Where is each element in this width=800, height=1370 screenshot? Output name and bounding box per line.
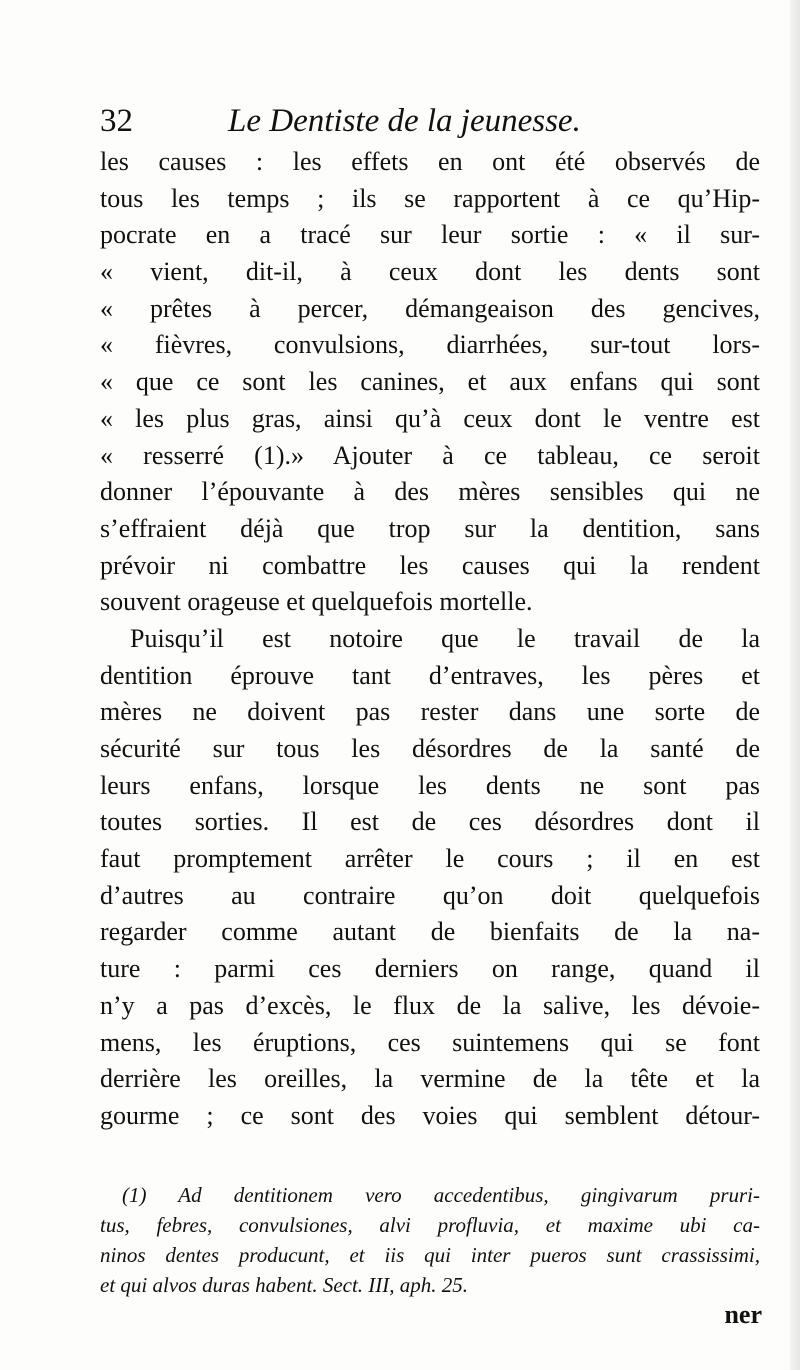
- text-line: « vient, dit-il, à ceux dont les dents sont: [100, 257, 760, 287]
- footnote-line: (1) Ad dentitionem vero accedentibus, gingivarum pruri-: [122, 1183, 760, 1207]
- text-line: souvent orageuse et quelquefois mortelle.: [100, 587, 533, 617]
- text-line: les causes : les effets en ont été observés de: [100, 147, 760, 176]
- page-number: 32: [100, 103, 133, 139]
- text-line: d’autres au contraire qu’on doit quelquefois: [100, 880, 760, 910]
- text-line: toutes sorties. Il est de ces désordres dont il: [100, 807, 760, 837]
- footnote-line: tus, febres, convulsiones, alvi profluvia, et maxime ubi ca-: [100, 1213, 760, 1237]
- text-line: faut promptement arrêter le cours ; il en est: [100, 844, 760, 874]
- page-edge: [790, 0, 800, 1370]
- text-line: derrière les oreilles, la vermine de la tête et la: [100, 1064, 760, 1094]
- text-line: « resserré (1).» Ajouter à ce tableau, ce seroit: [100, 440, 760, 470]
- text-line: donner l’épouvante à des mères sensibles qui ne: [100, 477, 760, 507]
- text-line: « les plus gras, ainsi qu’à ceux dont le ventre est: [100, 403, 760, 433]
- footnote: [100, 1180, 760, 1300]
- text-line: prévoir ni combattre les causes qui la rendent: [100, 550, 760, 580]
- text-line: mens, les éruptions, ces suintemens qui se font: [100, 1027, 760, 1057]
- text-line: tous les temps ; ils se rapportent à ce qu’Hip-: [100, 183, 760, 213]
- text-line: « prêtes à percer, démangeaison des gencives,: [100, 293, 760, 323]
- running-title: Le Dentiste de la jeunesse.: [228, 103, 581, 139]
- text-line: regarder comme autant de bienfaits de la na-: [100, 917, 760, 947]
- footnote-line: ninos dentes producunt, et iis qui inter pueros sunt crassissimi,: [100, 1243, 760, 1267]
- text-line: s’effraient déjà que trop sur la dentition, sans: [100, 513, 760, 543]
- text-line: gourme ; ce sont des voies qui semblent détour-: [100, 1100, 760, 1130]
- body-text: [100, 144, 760, 1135]
- page-header: [100, 98, 700, 144]
- text-line: n’y a pas d’excès, le flux de la salive, les dévoie-: [100, 990, 760, 1020]
- text-line: sécurité sur tous les désordres de la santé de: [100, 734, 760, 763]
- text-line: « fièvres, convulsions, diarrhées, sur-tout lors-: [100, 330, 760, 360]
- text-line: leurs enfans, lorsque les dents ne sont pas: [100, 770, 760, 800]
- text-line: « que ce sont les canines, et aux enfans qui sont: [100, 367, 760, 397]
- footnote-line: et qui alvos duras habent. Sect. III, aph. 25.: [100, 1273, 469, 1297]
- text-line: Puisqu’il est notoire que le travail de la: [130, 623, 760, 653]
- text-line: ture : parmi ces derniers on range, quand il: [100, 954, 760, 984]
- text-line: mères ne doivent pas rester dans une sorte de: [100, 697, 760, 727]
- catchword: ner: [724, 1300, 762, 1329]
- text-line: dentition éprouve tant d’entraves, les pères et: [100, 660, 760, 690]
- text-line: pocrate en a tracé sur leur sortie : « il sur-: [100, 220, 760, 250]
